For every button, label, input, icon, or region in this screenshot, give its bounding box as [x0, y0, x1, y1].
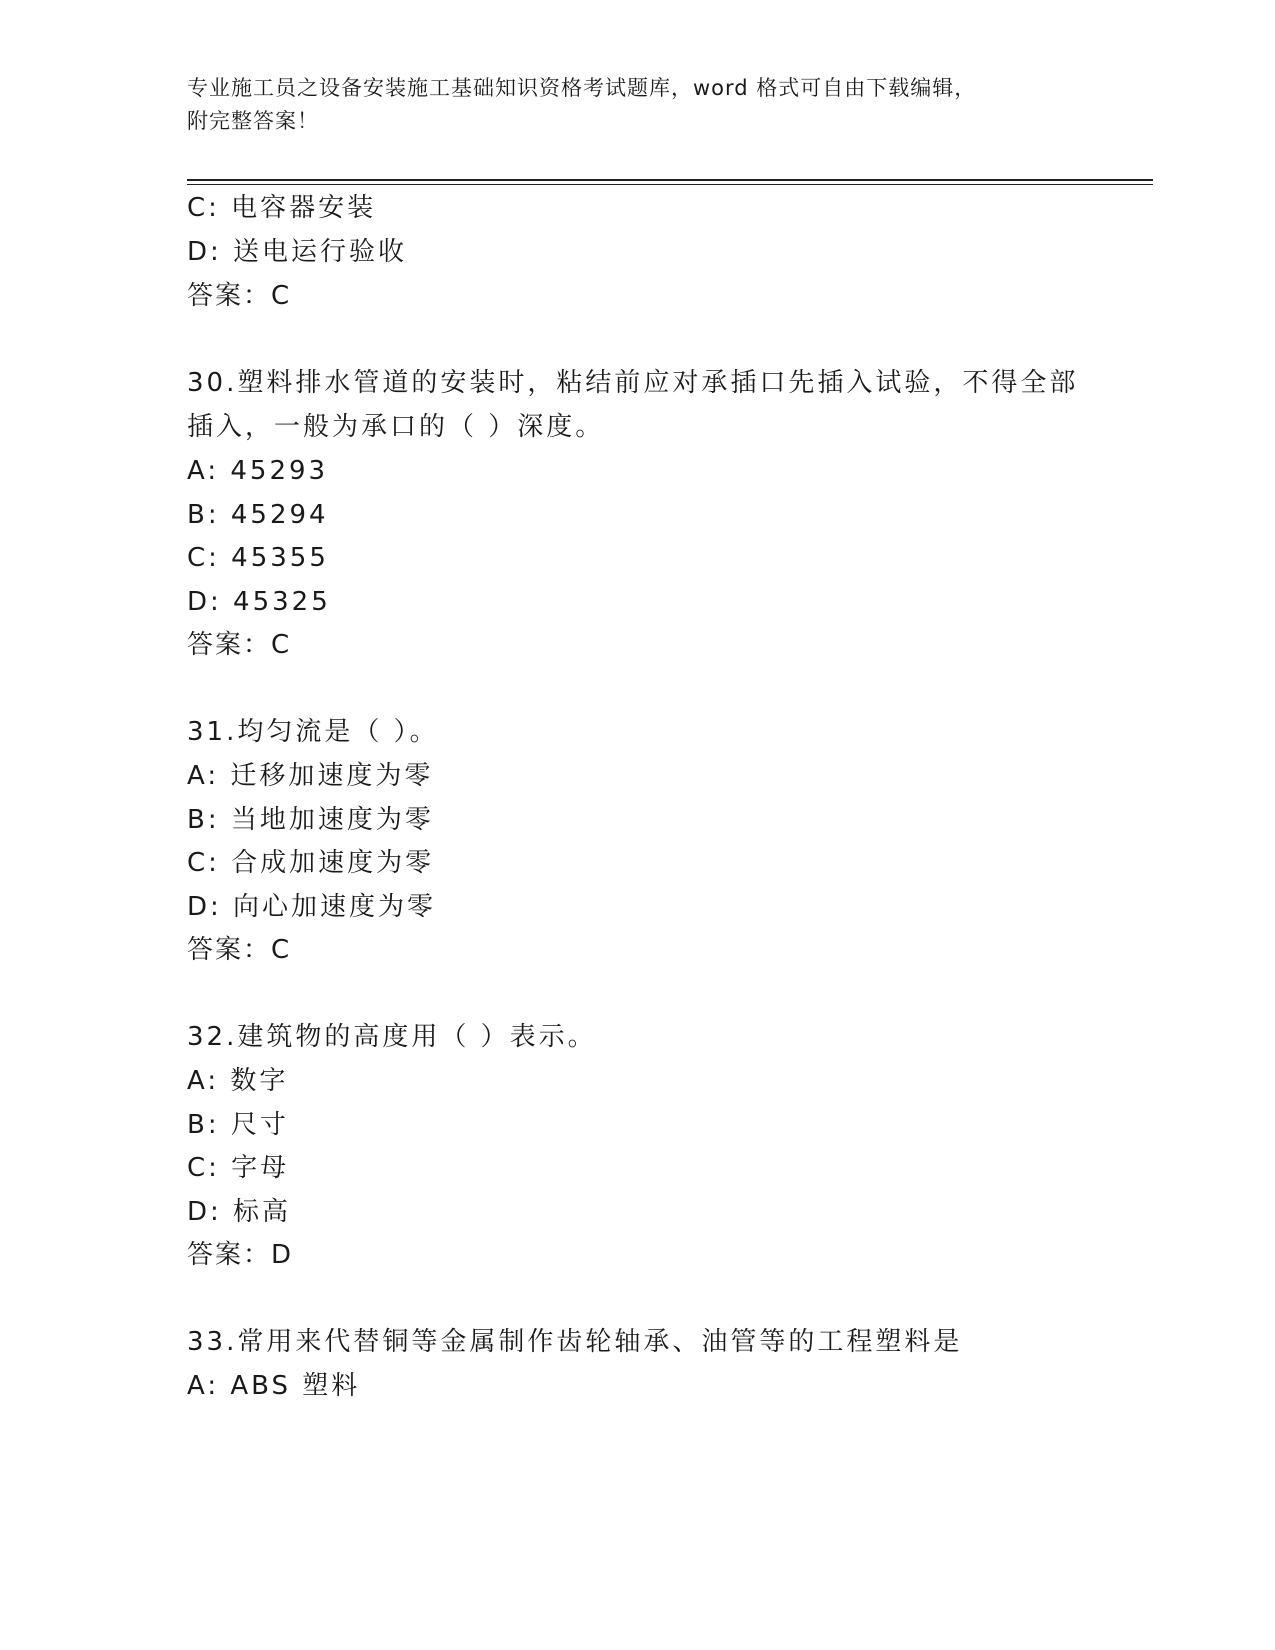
header-divider-thick [187, 179, 1153, 181]
document-header [187, 72, 1087, 138]
question-33: 33.常用来代替铜等金属制作齿轮轴承、油管等的工程塑料是 [187, 1327, 963, 1357]
header-divider-thin [187, 184, 1153, 185]
option-a: A: 45293 [187, 456, 329, 486]
option-c: C: 字母 [187, 1153, 290, 1183]
option-d: D: 标高 [187, 1197, 292, 1227]
question-30-cont: 插入，一般为承口的（ ）深度。 [187, 412, 605, 442]
answer: 答案：C [187, 630, 292, 660]
option-c: C: 45355 [187, 543, 329, 573]
option-a: A: 迁移加速度为零 [187, 761, 434, 791]
answer: 答案：D [187, 1240, 294, 1270]
option-b: B: 45294 [187, 500, 329, 530]
option-c: C: 合成加速度为零 [187, 848, 435, 878]
option-a: A: ABS 塑料 [187, 1371, 361, 1401]
question-30: 30.塑料排水管道的安装时，粘结前应对承插口先插入试验，不得全部 [187, 368, 1079, 398]
option-d: D: 送电运行验收 [187, 237, 408, 267]
option-d: D: 向心加速度为零 [187, 892, 437, 922]
header-line-2: 附完整答案！ [187, 109, 319, 133]
option-c: C: 电容器安装 [187, 193, 377, 223]
header-line-1: 专业施工员之设备安装施工基础知识资格考试题库，word 格式可自由下载编辑， [187, 76, 977, 100]
answer: 答案：C [187, 281, 292, 311]
option-a: A: 数字 [187, 1066, 289, 1096]
option-d: D: 45325 [187, 587, 331, 617]
question-32: 32.建筑物的高度用（ ）表示。 [187, 1022, 597, 1052]
option-b: B: 当地加速度为零 [187, 805, 434, 835]
answer: 答案：C [187, 935, 292, 965]
question-31: 31.均匀流是（ ）。 [187, 717, 439, 747]
option-b: B: 尺寸 [187, 1110, 289, 1140]
